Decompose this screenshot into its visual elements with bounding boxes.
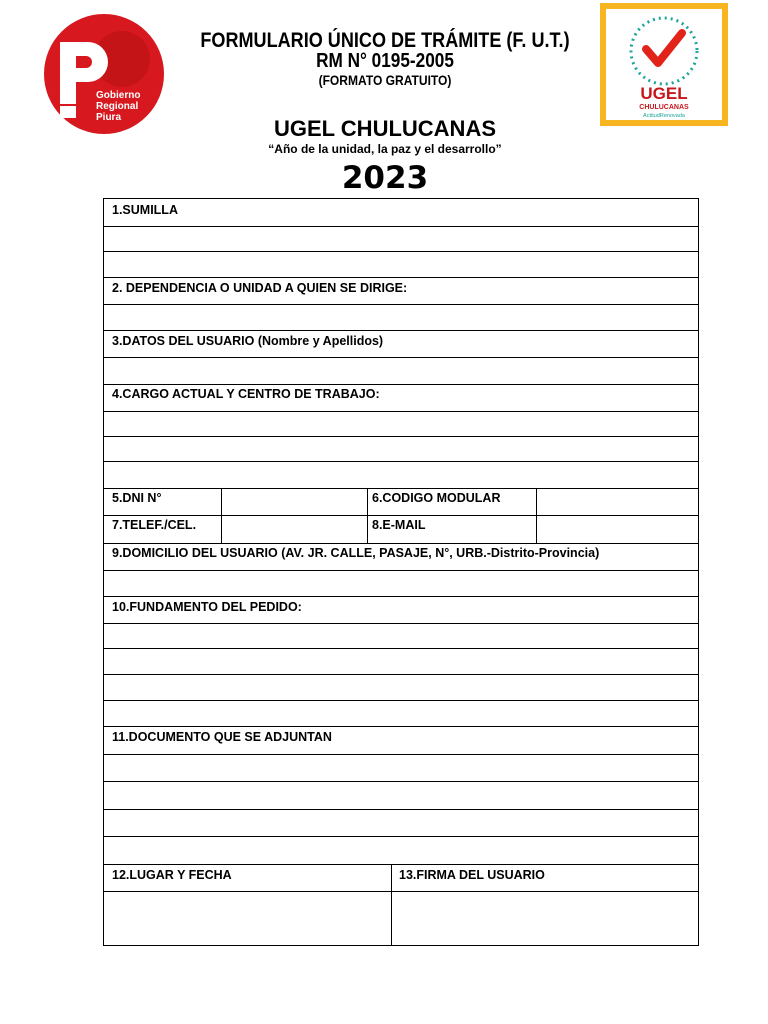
logo-left-line1: Gobierno: [96, 90, 141, 101]
cargo-field[interactable]: [104, 412, 698, 488]
fundamento-field[interactable]: [104, 624, 698, 726]
datos-usuario-field[interactable]: [104, 358, 698, 384]
form-title: FORMULARIO ÚNICO DE TRÁMITE (F. U.T.): [200, 29, 570, 52]
field-label-domicilio: 9.DOMICILIO DEL USUARIO (AV. JR. CALLE, PASAJE, N°, URB.-Distrito-Provincia): [112, 546, 600, 560]
field-label-dependencia: 2. DEPENDENCIA O UNIDAD A QUIEN SE DIRIGE:: [112, 281, 408, 295]
field-label-lugar-fecha: 12.LUGAR Y FECHA: [112, 868, 232, 882]
email-field[interactable]: [537, 516, 699, 543]
field-label-telefono: 7.TELEF./CEL.: [112, 518, 197, 532]
logo-right-sub: CHULUCANAS: [639, 104, 689, 111]
telefono-field[interactable]: [222, 516, 367, 543]
dependencia-field[interactable]: [104, 305, 698, 330]
sumilla-field[interactable]: [104, 227, 698, 277]
free-format-note: (FORMATO GRATUITO): [318, 72, 452, 88]
ugel-chulucanas-logo: [600, 3, 728, 126]
field-label-firma: 13.FIRMA DEL USUARIO: [399, 868, 545, 882]
logo-left-line3: Piura: [96, 112, 122, 123]
field-label-codigo-modular: 6.CODIGO MODULAR: [372, 491, 501, 505]
gobierno-regional-piura-logo: [42, 14, 167, 134]
year-motto: “Año de la unidad, la paz y el desarrollo”: [268, 142, 502, 156]
field-label-cargo: 4.CARGO ACTUAL Y CENTRO DE TRABAJO:: [112, 387, 380, 401]
logo-right-ugel: UGEL: [640, 84, 688, 103]
resolution-number: RM N° 0195-2005: [316, 50, 454, 72]
dni-field[interactable]: [222, 489, 367, 515]
logo-right-tag: ActitudRenovada: [643, 113, 685, 119]
fut-form: [103, 198, 699, 946]
lugar-fecha-field[interactable]: [104, 892, 391, 946]
logo-left-line2: Regional: [96, 101, 139, 112]
field-label-dni: 5.DNI N°: [112, 491, 162, 505]
field-label-email: 8.E-MAIL: [372, 518, 426, 532]
field-label-datos-usuario: 3.DATOS DEL USUARIO (Nombre y Apellidos): [112, 334, 384, 348]
field-label-documentos: 11.DOCUMENTO QUE SE ADJUNTAN: [112, 730, 332, 744]
field-label-sumilla: 1.SUMILLA: [112, 203, 178, 217]
year: 2023: [341, 160, 429, 196]
institution-name: UGEL CHULUCANAS: [273, 116, 497, 141]
documentos-field[interactable]: [104, 755, 698, 864]
field-label-fundamento: 10.FUNDAMENTO DEL PEDIDO:: [112, 600, 302, 614]
codigo-modular-field[interactable]: [537, 489, 699, 515]
domicilio-field[interactable]: [104, 571, 698, 596]
firma-field[interactable]: [392, 892, 699, 946]
